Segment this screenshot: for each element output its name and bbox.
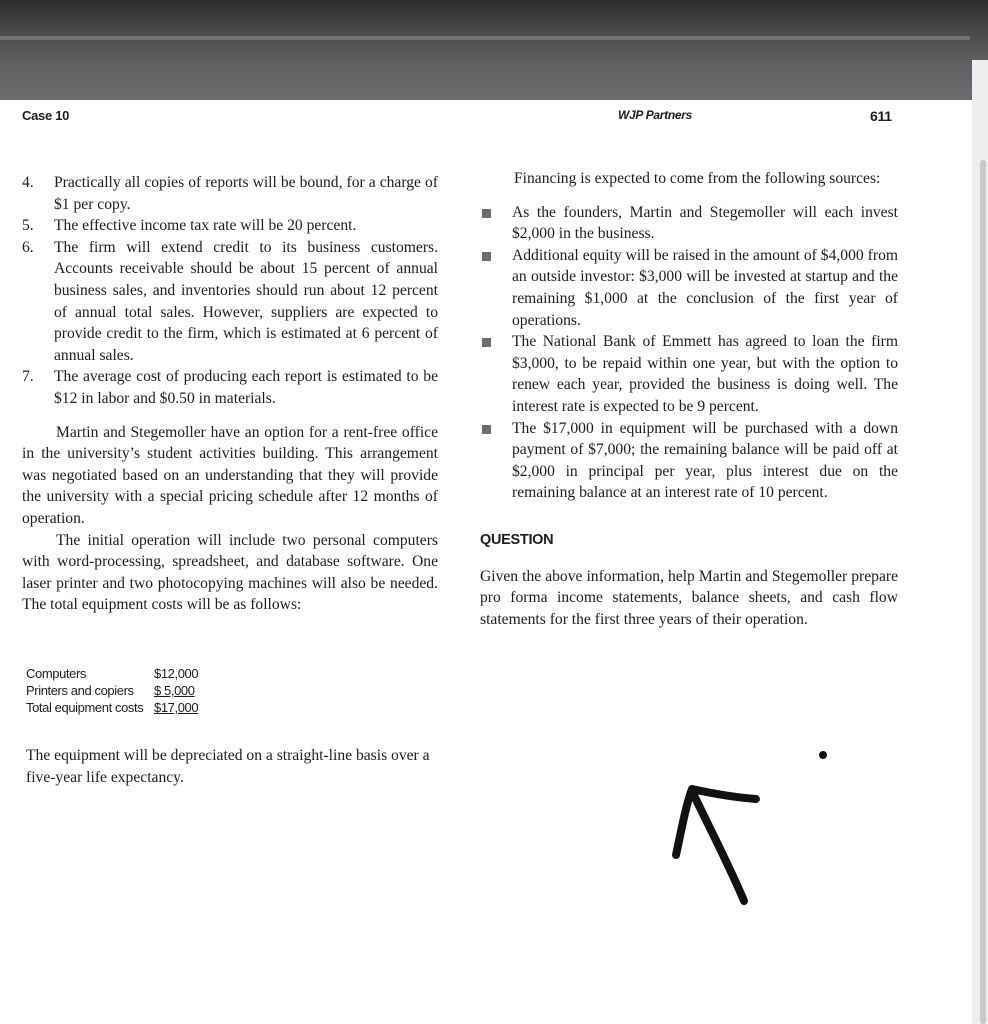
item-number: 4. — [22, 174, 34, 191]
publisher-label: WJP Partners — [618, 108, 692, 122]
list-item — [480, 418, 898, 504]
bullet-icon — [482, 209, 491, 218]
item-text: Practically all copies of reports will be bound, for a charge of $1 per copy. — [54, 174, 438, 213]
question-heading: QUESTION — [480, 531, 554, 548]
equipment-paragraph: The initial operation will include two personal computers with word-processing, spreadsheet, and database software. One laser printer and two photocopying machines will also be needed. The total equipment costs will be as follows: — [22, 531, 438, 614]
list-item — [22, 237, 438, 367]
right-column — [480, 168, 898, 630]
left-column — [22, 172, 438, 616]
scrollbar[interactable] — [980, 160, 986, 1024]
equipment-costs-table — [26, 665, 286, 716]
item-number: 5. — [22, 217, 34, 235]
table-row — [26, 699, 286, 716]
depreciation-paragraph: The equipment will be depreciated on a straight-line basis over a five-year life expectancy. — [26, 747, 430, 786]
ink-dot — [819, 751, 827, 759]
list-item — [480, 331, 898, 417]
bullet-text: Additional equity will be raised in the amount of $4,000 from an outside investor: $3,000 will be invested at startup and the remaining $1,000 at the conclusion of the first year of operations. — [512, 246, 898, 329]
bullet-text: As the founders, Martin and Stegemoller will each invest $2,000 in the business. — [512, 203, 898, 243]
item-text: The effective income tax rate will be 20 percent. — [54, 217, 357, 235]
question-text: Given the above information, help Martin and Stegemoller prepare pro forma income statements, balance sheets, and cash flow statements for the first three years of their operation. — [480, 567, 898, 628]
bullet-text: The National Bank of Emmett has agreed to loan the firm $3,000, to be repaid within one year, but with the option to renew each year, provided the business is doing well. The interest rate is expected to be 9 percent. — [512, 333, 898, 415]
list-item — [22, 172, 438, 215]
cost-label: Computers — [26, 666, 86, 681]
item-text: The average cost of producing each report is estimated to be $12 in labor and $0.50 in materials. — [54, 368, 438, 407]
hand-drawn-arrow-icon — [668, 775, 768, 910]
case-label: Case 10 — [22, 108, 70, 123]
item-text: The firm will extend credit to its business customers. Accounts receivable should be about 15 percent of annual business sales, and inventories should run about 12 percent of annual total sales. However, suppliers are expected to provide credit to the firm, which is estimated at 6 percent of annual sales. — [54, 238, 438, 364]
table-row — [26, 682, 286, 699]
cost-label: Total equipment costs — [26, 700, 144, 715]
assumptions-list — [22, 172, 438, 410]
cost-value: $12,000 — [154, 666, 199, 681]
list-item — [480, 202, 898, 245]
financing-list — [480, 202, 898, 504]
scanner-shadow-bar — [0, 0, 988, 100]
table-row — [26, 665, 286, 682]
list-item — [22, 215, 438, 237]
bullet-text: The $17,000 in equipment will be purchased with a down payment of $7,000; the remaining balance will be paid off at $2,000 in principal per year, plus interest due on the remaining balance at an interest rate of 10 percent. — [512, 419, 898, 502]
item-number: 6. — [22, 238, 34, 256]
bullet-icon — [482, 252, 491, 261]
item-number: 7. — [22, 368, 34, 386]
financing-intro: Financing is expected to come from the following sources: — [514, 170, 881, 187]
bullet-icon — [482, 425, 491, 434]
page-number: 611 — [870, 108, 892, 124]
office-paragraph: Martin and Stegemoller have an option for a rent-free office in the university’s student activities building. This arrangement was negotiated based on an understanding that they will provide the university with a special pricing schedule after 12 months of operation. — [22, 423, 438, 527]
list-item — [480, 245, 898, 331]
cost-total: $17,000 — [154, 700, 199, 715]
cost-label: Printers and copiers — [26, 683, 134, 698]
cost-value: $ 5,000 — [154, 683, 195, 698]
bullet-icon — [482, 338, 491, 347]
list-item — [22, 366, 438, 409]
